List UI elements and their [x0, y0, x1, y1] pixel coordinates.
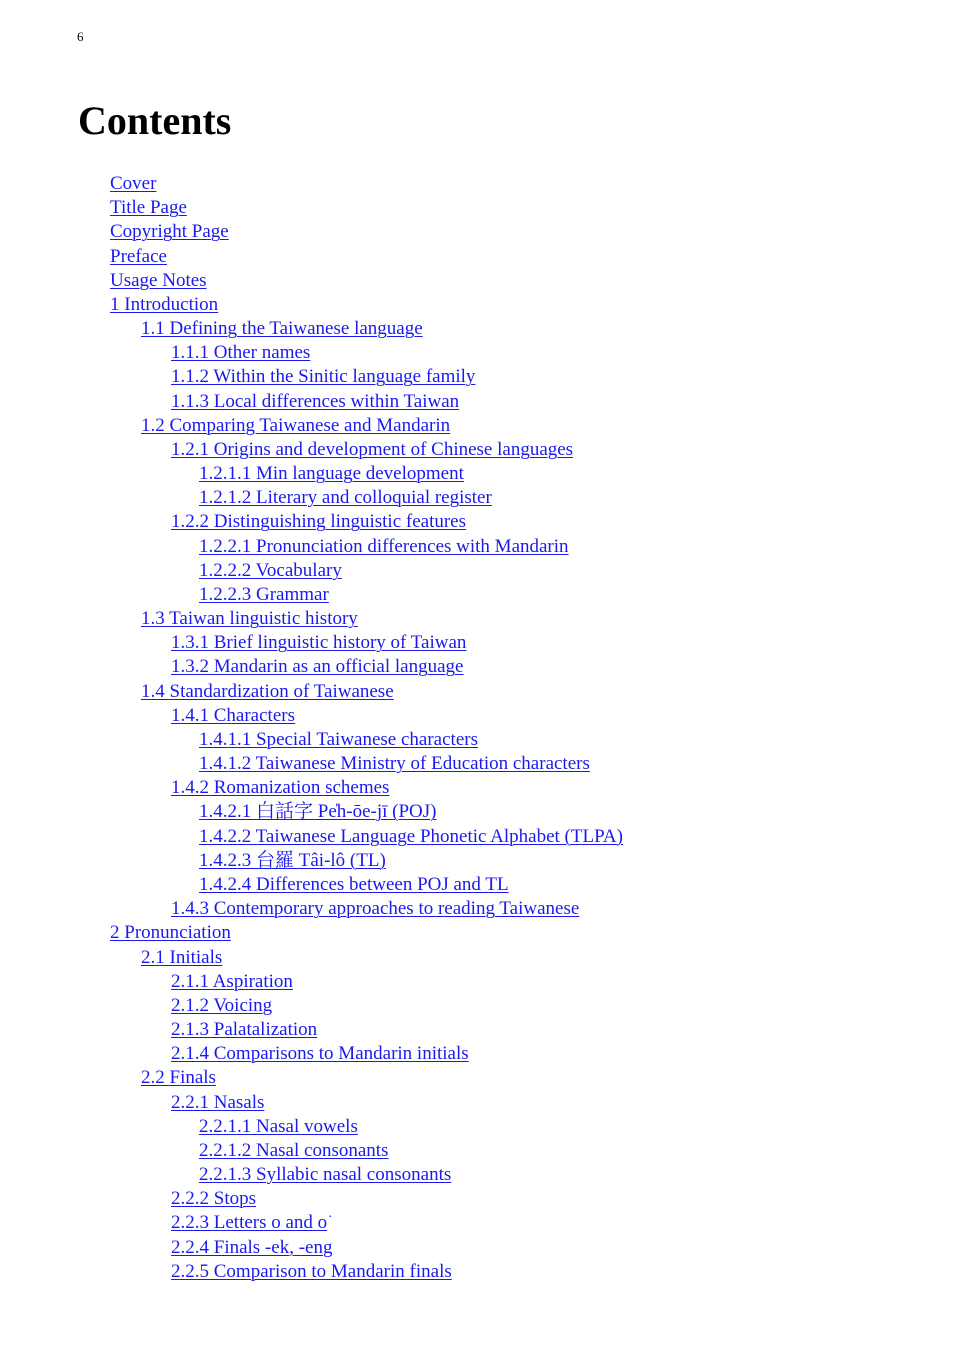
toc-entry	[0, 1042, 623, 1066]
toc-link[interactable]: 1.4.2 Romanization schemes	[171, 777, 390, 799]
table-of-contents	[0, 172, 623, 1284]
toc-link[interactable]: 1.2.1 Origins and development of Chinese languages	[171, 438, 574, 460]
toc-entry	[0, 317, 623, 341]
toc-link[interactable]: 1.4.1.2 Taiwanese Ministry of Education characters	[199, 753, 590, 775]
toc-link[interactable]: 2.2.1 Nasals	[171, 1091, 265, 1113]
toc-link[interactable]: 2.2.4 Finals -ek, -eng	[171, 1236, 333, 1258]
toc-entry	[0, 559, 623, 583]
toc-link[interactable]: 1.2.1.2 Literary and colloquial register	[199, 487, 492, 509]
toc-entry	[0, 776, 623, 800]
toc-link[interactable]: 1.1.2 Within the Sinitic language family	[171, 366, 476, 388]
toc-entry	[0, 486, 623, 510]
toc-link[interactable]: 1.1.3 Local differences within Taiwan	[171, 390, 460, 412]
toc-link[interactable]: 2.1.4 Comparisons to Mandarin initials	[171, 1043, 469, 1065]
toc-entry	[0, 800, 623, 824]
toc-entry	[0, 1115, 623, 1139]
toc-entry	[0, 970, 623, 994]
toc-link[interactable]: 1.4.2.4 Differences between POJ and TL	[199, 873, 509, 895]
toc-link[interactable]: Cover	[110, 173, 157, 194]
toc-link[interactable]: Copyright Page	[110, 221, 229, 243]
toc-entry	[0, 1260, 623, 1284]
toc-entry	[0, 728, 623, 752]
toc-entry	[0, 1163, 623, 1187]
toc-link[interactable]: Title Page	[110, 197, 187, 219]
toc-entry	[0, 655, 623, 679]
toc-entry	[0, 269, 623, 293]
toc-link[interactable]: 1.4.2.3 台羅 Tâi-lô (TL)	[199, 849, 386, 871]
toc-entry	[0, 196, 623, 220]
toc-link[interactable]: 1 Introduction	[110, 293, 219, 315]
toc-link[interactable]: 1.2.2.2 Vocabulary	[199, 559, 342, 581]
toc-link[interactable]: Usage Notes	[110, 269, 207, 291]
toc-link[interactable]: 2.2.1.2 Nasal consonants	[199, 1139, 389, 1161]
toc-entry	[0, 583, 623, 607]
toc-entry	[0, 1187, 623, 1211]
toc-link[interactable]: 2.1.2 Voicing	[171, 994, 273, 1016]
toc-entry	[0, 220, 623, 244]
toc-entry	[0, 680, 623, 704]
toc-entry	[0, 1066, 623, 1090]
toc-entry	[0, 873, 623, 897]
toc-entry	[0, 365, 623, 389]
toc-entry	[0, 1018, 623, 1042]
toc-entry	[0, 921, 623, 945]
toc-link[interactable]: 1.2.2.1 Pronunciation differences with Mandarin	[199, 535, 569, 557]
toc-entry	[0, 704, 623, 728]
toc-link[interactable]: 2.2.1.1 Nasal vowels	[199, 1115, 358, 1137]
toc-link[interactable]: 2.1 Initials	[141, 946, 223, 968]
toc-link[interactable]: 2.2.2 Stops	[171, 1188, 256, 1210]
toc-entry	[0, 414, 623, 438]
toc-entry	[0, 172, 623, 196]
toc-link[interactable]: Preface	[110, 245, 167, 267]
toc-entry	[0, 1091, 623, 1115]
toc-entry	[0, 994, 623, 1018]
toc-link[interactable]: 1.4.2.1 白話字 Pe̍h-ōe-jī (POJ)	[199, 801, 437, 823]
toc-link[interactable]: 2 Pronunciation	[110, 922, 231, 944]
toc-link[interactable]: 1.3.1 Brief linguistic history of Taiwan	[171, 632, 467, 654]
toc-link[interactable]: 1.4.3 Contemporary approaches to reading Taiwanese	[171, 898, 580, 920]
page-number: 6	[77, 29, 84, 44]
toc-entry	[0, 607, 623, 631]
toc-entry	[0, 535, 623, 559]
toc-entry	[0, 245, 623, 269]
toc-entry	[0, 849, 623, 873]
toc-link[interactable]: 1.4.1 Characters	[171, 704, 295, 726]
toc-link[interactable]: 1.3 Taiwan linguistic history	[141, 608, 358, 630]
toc-entry	[0, 438, 623, 462]
toc-link[interactable]: 1.2 Comparing Taiwanese and Mandarin	[141, 414, 451, 436]
toc-entry	[0, 341, 623, 365]
toc-entry	[0, 631, 623, 655]
toc-link[interactable]: 2.2.1.3 Syllabic nasal consonants	[199, 1164, 452, 1186]
toc-entry	[0, 1236, 623, 1260]
toc-link[interactable]: 1.4 Standardization of Taiwanese	[141, 680, 394, 702]
toc-link[interactable]: 1.2.2 Distinguishing linguistic features	[171, 511, 467, 533]
toc-link[interactable]: 2.2 Finals	[141, 1067, 216, 1089]
toc-link[interactable]: 2.2.3 Letters o and o͘	[171, 1212, 328, 1234]
toc-link[interactable]: 2.2.5 Comparison to Mandarin finals	[171, 1260, 452, 1282]
toc-entry	[0, 1139, 623, 1163]
page-title: Contents	[78, 98, 232, 143]
toc-entry	[0, 752, 623, 776]
toc-link[interactable]: 1.2.1.1 Min language development	[199, 463, 464, 485]
toc-link[interactable]: 1.4.1.1 Special Taiwanese characters	[199, 728, 478, 750]
toc-entry	[0, 293, 623, 317]
toc-link[interactable]: 2.1.3 Palatalization	[171, 1019, 318, 1041]
toc-entry	[0, 946, 623, 970]
toc-entry	[0, 390, 623, 414]
toc-entry	[0, 1211, 623, 1235]
toc-link[interactable]: 2.1.1 Aspiration	[171, 970, 293, 992]
toc-link[interactable]: 1.1 Defining the Taiwanese language	[141, 318, 423, 340]
toc-link[interactable]: 1.1.1 Other names	[171, 342, 311, 364]
toc-entry	[0, 897, 623, 921]
toc-link[interactable]: 1.3.2 Mandarin as an official language	[171, 656, 464, 678]
toc-entry	[0, 510, 623, 534]
toc-link[interactable]: 1.4.2.2 Taiwanese Language Phonetic Alphabet (TLPA)	[199, 825, 623, 847]
toc-entry	[0, 462, 623, 486]
toc-entry	[0, 825, 623, 849]
toc-link[interactable]: 1.2.2.3 Grammar	[199, 583, 329, 605]
